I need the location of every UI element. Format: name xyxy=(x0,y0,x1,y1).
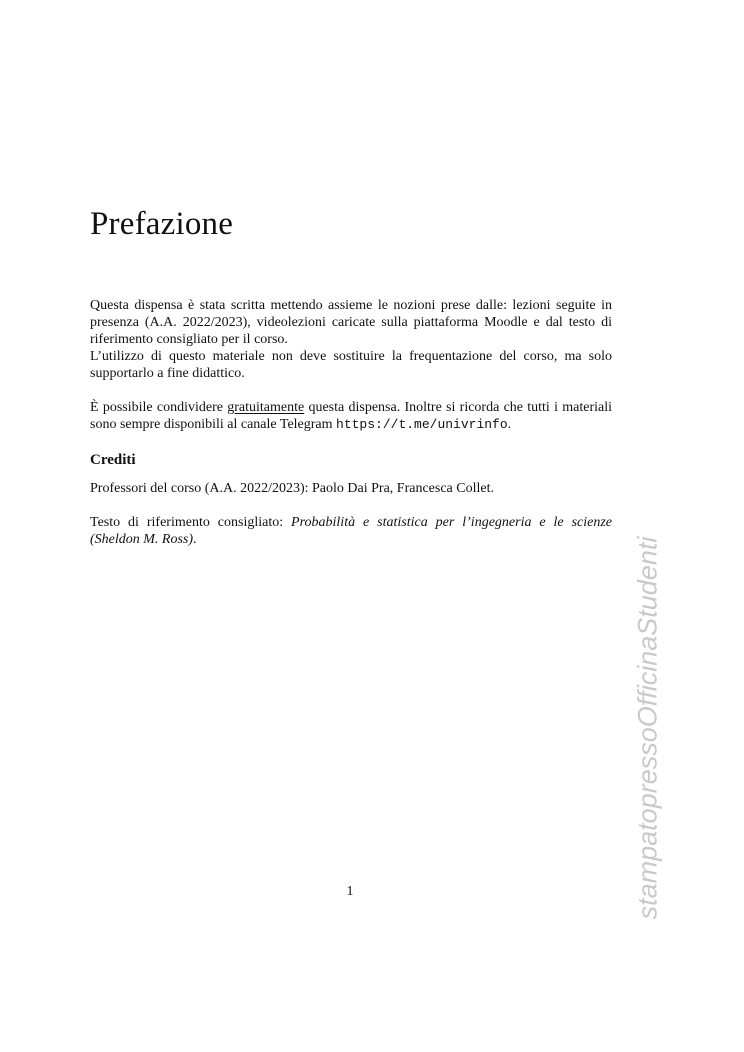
reference-title: Probabilità e statistica per l’ingegneria e le scienze (Sheldon M. Ross) xyxy=(90,515,612,547)
credits-professors xyxy=(90,480,612,497)
professors-text: Professori del corso (A.A. 2022/2023): Paolo Dai Pra, Francesca Collet. xyxy=(90,481,494,496)
intro-paragraph xyxy=(90,297,612,382)
intro-line-2: L’utilizzo di questo materiale non deve sostituire la frequentazione del corso, ma solo supportarlo a fine didattico. xyxy=(90,349,612,381)
share-paragraph xyxy=(90,399,612,433)
share-prefix: È possibile condividere xyxy=(90,400,228,415)
reference-text xyxy=(90,514,612,548)
share-text xyxy=(90,399,612,433)
credits-heading: Crediti xyxy=(90,452,136,468)
reference-prefix: Testo di riferimento consigliato: xyxy=(90,515,292,530)
chapter-title: Prefazione xyxy=(90,206,234,242)
reference-suffix: . xyxy=(193,532,197,547)
watermark: stampatopressoOfficinaStudenti xyxy=(632,536,663,920)
page-number: 1 xyxy=(346,884,354,899)
credits-reference xyxy=(90,514,612,548)
share-emphasis: gratuitamente xyxy=(227,400,305,415)
intro-line-1: Questa dispensa è stata scritta mettendo assieme le nozioni prese dalle: lezioni seguite in presenza (A.A. 2022/2023), videolezioni caricate sulla piattaforma Moodle e dal testo di riferimento consigliato per il corso. xyxy=(90,298,612,347)
share-middle: questa dispensa. Inoltre si ricorda che tutti i materiali sono sempre disponibili al canale Telegram xyxy=(90,400,612,432)
telegram-link[interactable]: https://t.me/univrinfo xyxy=(336,417,508,432)
share-suffix: . xyxy=(507,417,512,432)
